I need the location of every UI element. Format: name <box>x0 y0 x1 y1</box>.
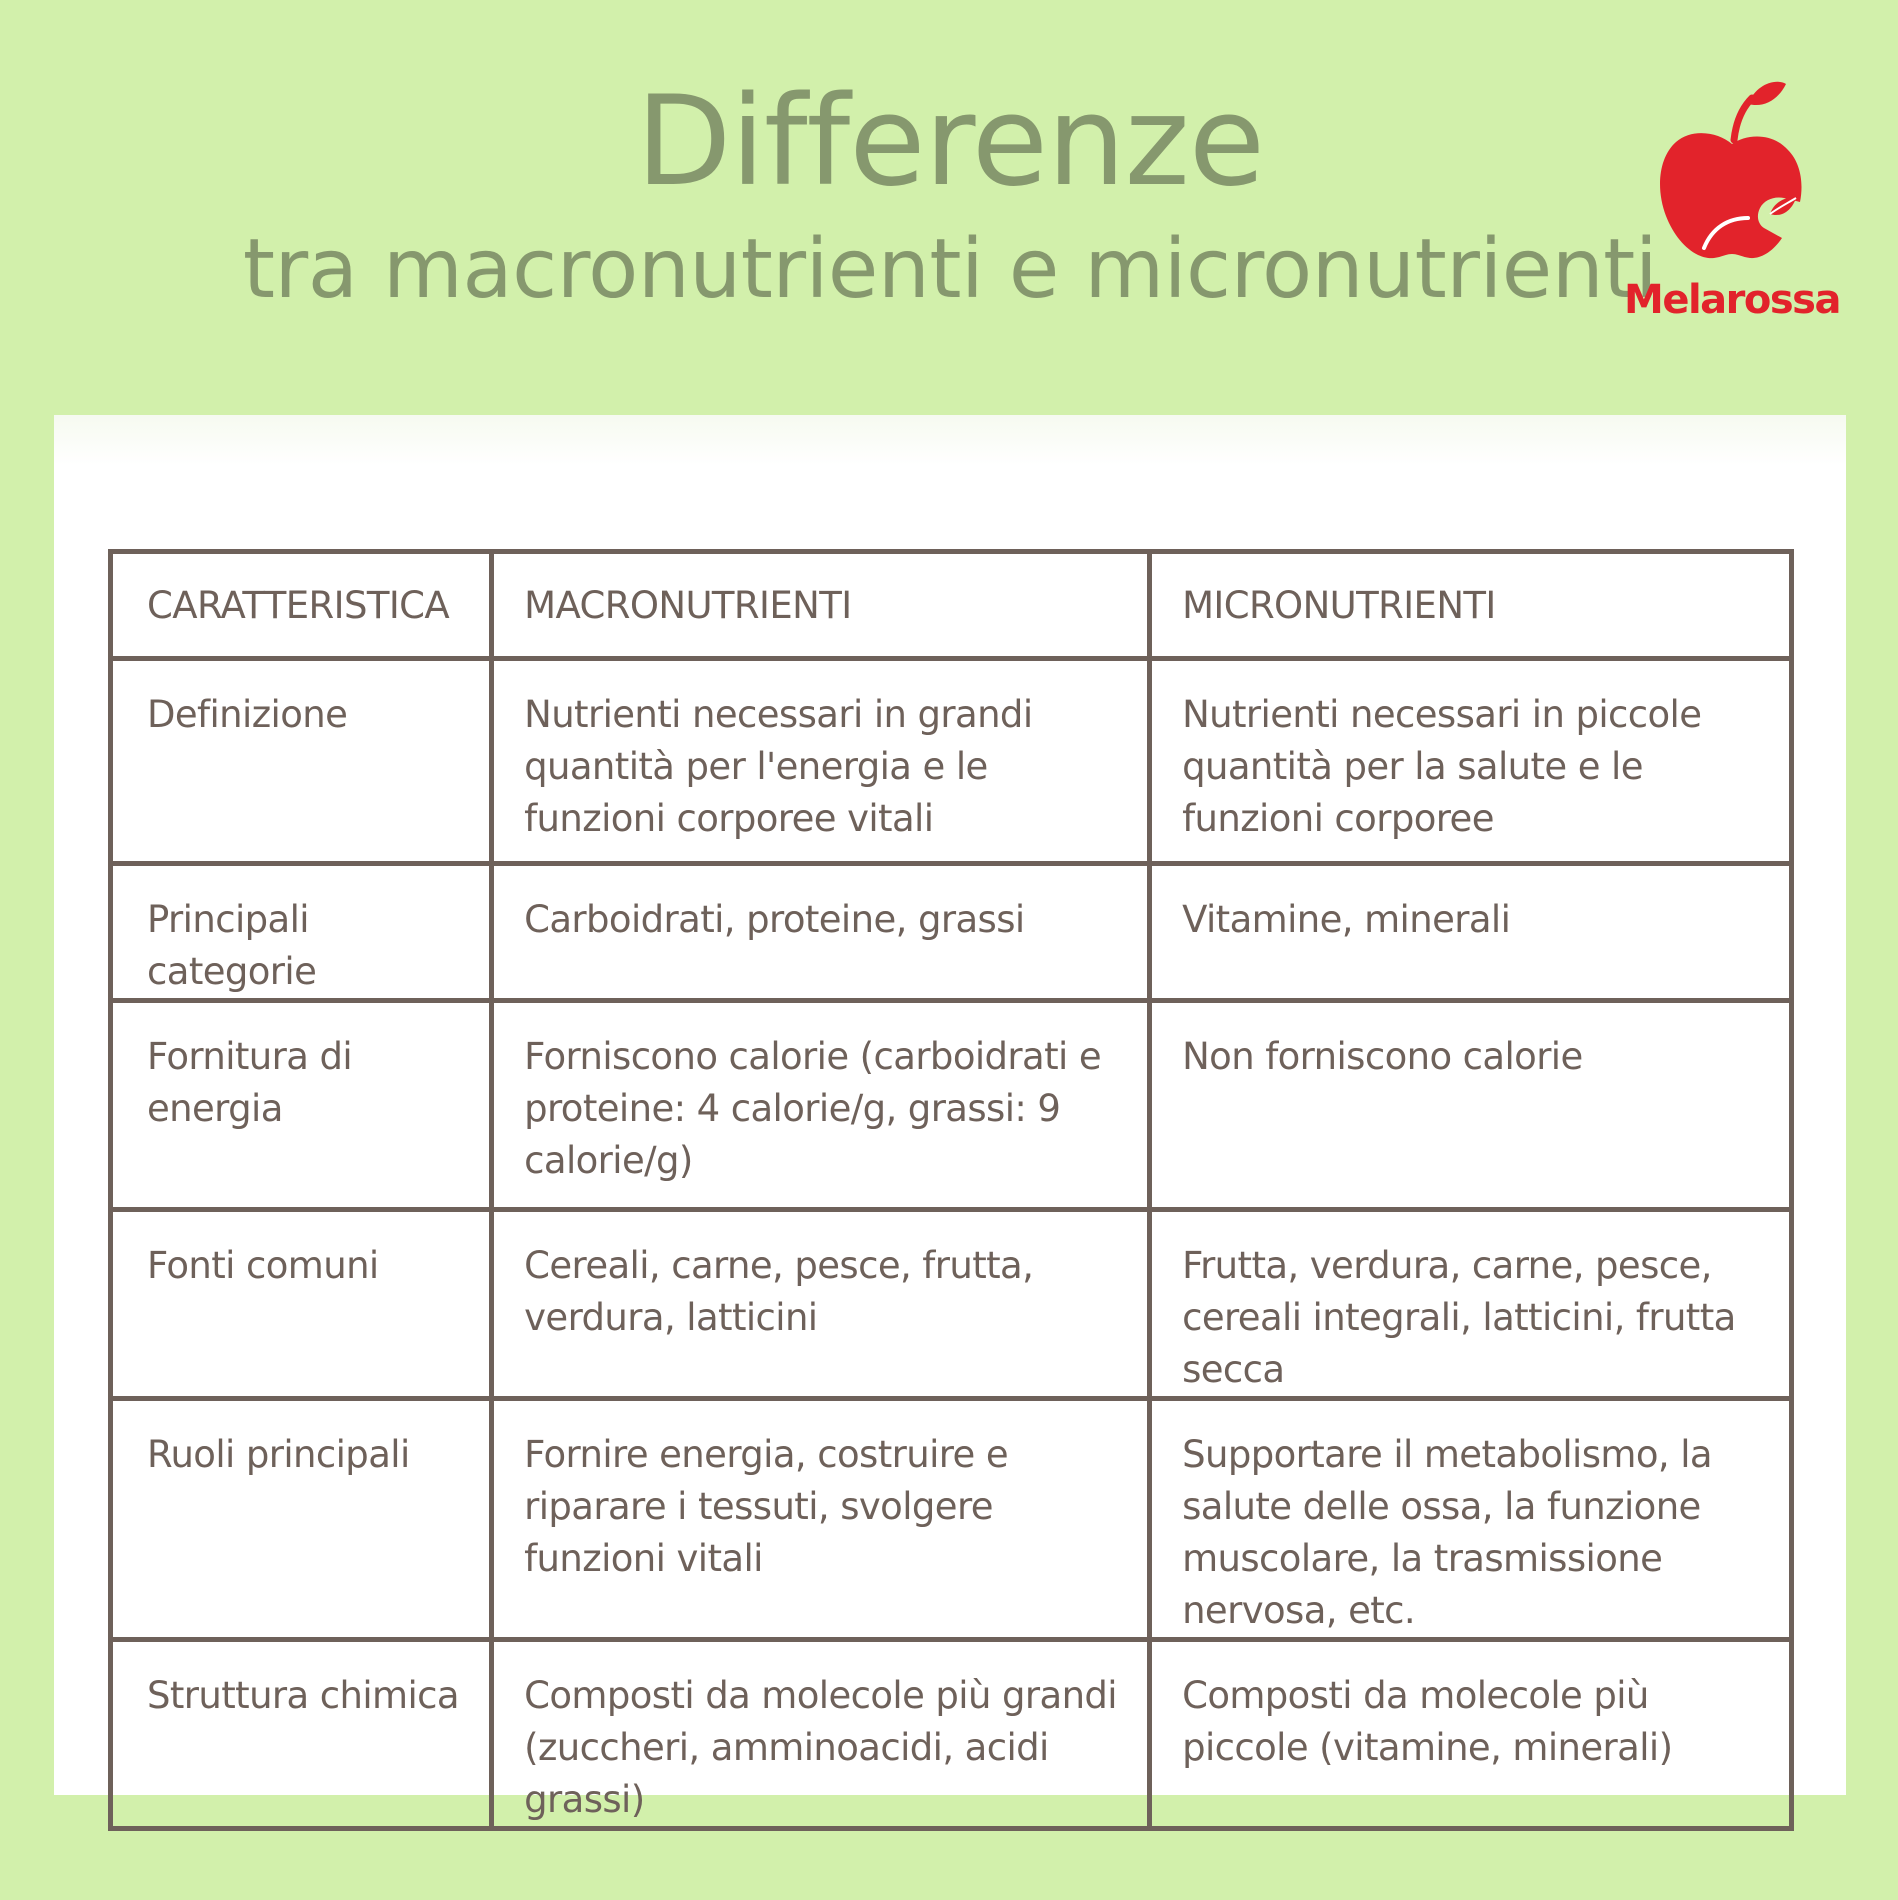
row-label: Ruoli principali <box>111 1399 492 1640</box>
table-card <box>54 415 1846 1821</box>
macro-cell: Carboidrati, proteine, grassi <box>492 864 1150 1001</box>
brand-name: Melarossa <box>1624 277 1840 323</box>
macro-cell: Cereali, carne, pesce, frutta, verdura, latticini <box>492 1210 1150 1399</box>
micro-cell: Nutrienti necessari in piccole quantità per la salute e le funzioni corporee <box>1150 659 1792 864</box>
table-header-row <box>111 552 1792 659</box>
header-cell-macronutrienti: MACRONUTRIENTI <box>492 552 1150 659</box>
row-label: Struttura chimica <box>111 1640 492 1829</box>
micro-cell: Non forniscono calorie <box>1150 1001 1792 1210</box>
row-label: Fonti comuni <box>111 1210 492 1399</box>
micro-cell: Frutta, verdura, carne, pesce, cereali integrali, latticini, frutta secca <box>1150 1210 1792 1399</box>
table-row <box>111 659 1792 864</box>
micro-cell: Vitamine, minerali <box>1150 864 1792 1001</box>
header <box>0 0 1898 380</box>
macro-cell: Composti da molecole più grandi (zuccheri, amminoacidi, acidi grassi) <box>492 1640 1150 1829</box>
header-cell-micronutrienti: MICRONUTRIENTI <box>1150 552 1792 659</box>
table-row <box>111 864 1792 1001</box>
brand-logo <box>1612 78 1852 338</box>
comparison-table <box>108 549 1794 1831</box>
table-row <box>111 1001 1792 1210</box>
card-top-fade <box>54 415 1846 465</box>
page-subtitle: tra macronutrienti e micronutrienti <box>242 222 1658 317</box>
table-row <box>111 1399 1792 1640</box>
macro-cell: Forniscono calorie (carboidrati e proteine: 4 calorie/g, grassi: 9 calorie/g) <box>492 1001 1150 1210</box>
table-row <box>111 1640 1792 1829</box>
row-label: Principali categorie <box>111 864 492 1001</box>
micro-cell: Supportare il metabolismo, la salute delle ossa, la funzione muscolare, la trasmissione nervosa, etc. <box>1150 1399 1792 1640</box>
macro-cell: Nutrienti necessari in grandi quantità per l'energia e le funzioni corporee vitali <box>492 659 1150 864</box>
table-row <box>111 1210 1792 1399</box>
macro-cell: Fornire energia, costruire e riparare i tessuti, svolgere funzioni vitali <box>492 1399 1150 1640</box>
micro-cell: Composti da molecole più piccole (vitamine, minerali) <box>1150 1640 1792 1829</box>
page-title: Differenze <box>635 70 1265 214</box>
row-label: Definizione <box>111 659 492 864</box>
apple-icon <box>1652 78 1812 263</box>
row-label: Fornitura di energia <box>111 1001 492 1210</box>
header-cell-caratteristica: CARATTERISTICA <box>111 552 492 659</box>
